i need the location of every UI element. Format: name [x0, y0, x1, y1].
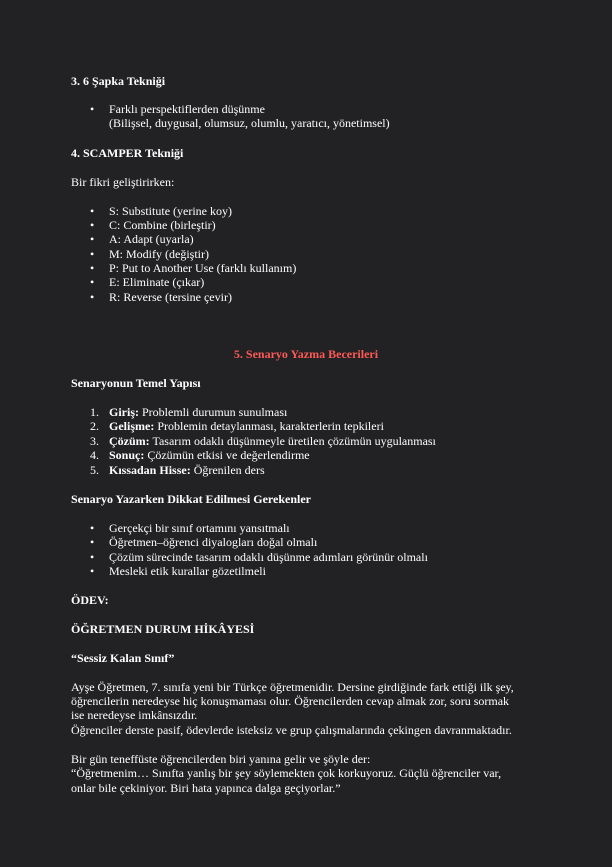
- list-item: P: Put to Another Use (farklı kullanım): [109, 261, 297, 275]
- heading-temel-yapi: Senaryonun Temel Yapısı: [71, 376, 201, 390]
- bullet-icon: •: [90, 247, 95, 261]
- bullet-icon: •: [90, 535, 95, 549]
- intro-text: Bir fikri geliştirirken:: [71, 175, 175, 189]
- bullet-icon: •: [90, 261, 95, 275]
- heading-6-sapka: 3. 6 Şapka Tekniği: [71, 74, 166, 88]
- list-number: 4.: [90, 448, 99, 462]
- list-item: Mesleki etik kurallar gözetilmeli: [109, 564, 266, 578]
- list-item: R: Reverse (tersine çevir): [109, 290, 232, 304]
- list-item: Giriş: Problemli durumun sunulması: [109, 405, 288, 419]
- list-item: Çözüm: Tasarım odaklı düşünmeyle üretilen çözümün uygulanması: [109, 434, 436, 448]
- bullet-icon: •: [90, 232, 95, 246]
- list-number: 1.: [90, 405, 99, 419]
- list-number: 2.: [90, 419, 99, 433]
- bullet-icon: •: [90, 218, 95, 232]
- list-number: 5.: [90, 463, 99, 477]
- paragraph-line: ise neredeyse imkânsızdır.: [71, 708, 198, 722]
- list-item-continuation: (Bilişsel, duygusal, olumsuz, olumlu, yaratıcı, yönetimsel): [109, 116, 390, 130]
- list-item: E: Eliminate (çıkar): [109, 275, 205, 289]
- quote-line: “Öğretmenim… Sınıfta yanlış bir şey söylemekten çok korkuyoruz. Güçlü öğrenciler var,: [71, 766, 502, 780]
- list-item: Öğretmen–öğrenci diyalogları doğal olmalı: [109, 535, 318, 549]
- heading-story: ÖĞRETMEN DURUM HİKÂYESİ: [71, 622, 255, 636]
- paragraph-line: Öğrenciler derste pasif, ödevlerde isteksiz ve grup çalışmalarında çekingen davranmaktadır.: [71, 723, 512, 737]
- bullet-icon: •: [90, 521, 95, 535]
- bullet-icon: •: [90, 564, 95, 578]
- list-item: Gerçekçi bir sınıf ortamını yansıtmalı: [109, 521, 290, 535]
- list-number: 3.: [90, 434, 99, 448]
- heading-dikkat: Senaryo Yazarken Dikkat Edilmesi Gerekenler: [71, 492, 311, 506]
- list-item: Sonuç: Çözümün etkisi ve değerlendirme: [109, 448, 310, 462]
- list-item: A: Adapt (uyarla): [109, 232, 194, 246]
- list-item: Kıssadan Hisse: Öğrenilen ders: [109, 463, 265, 477]
- list-item: Farklı perspektiflerden düşünme: [109, 102, 265, 116]
- section-title-senaryo: 5. Senaryo Yazma Becerileri: [233, 347, 379, 361]
- bullet-icon: •: [90, 204, 95, 218]
- bullet-icon: •: [90, 550, 95, 564]
- paragraph-line: Ayşe Öğretmen, 7. sınıfa yeni bir Türkçe öğretmenidir. Dersine girdiğinde fark ettiği ilk şey,: [71, 680, 514, 694]
- heading-scamper: 4. SCAMPER Tekniği: [71, 146, 184, 160]
- list-item: C: Combine (birleştir): [109, 218, 216, 232]
- story-title: “Sessiz Kalan Sınıf”: [71, 651, 175, 665]
- paragraph-line: Bir gün teneffüste öğrencilerden biri yanına gelir ve şöyle der:: [71, 752, 371, 766]
- bullet-icon: •: [90, 290, 95, 304]
- list-item: Gelişme: Problemin detaylanması, karakterlerin tepkileri: [109, 419, 384, 433]
- paragraph-line: öğrencilerin neredeyse hiç konuşmaması olur. Öğrencilerden cevap almak zor, soru sormak: [71, 694, 510, 708]
- list-item: S: Substitute (yerine koy): [109, 204, 232, 218]
- bullet-icon: •: [90, 102, 95, 116]
- heading-odev: ÖDEV:: [71, 593, 109, 607]
- bullet-icon: •: [90, 275, 95, 289]
- quote-line: onlar bile çekiniyor. Biri hata yapınca dalga geçiyorlar.”: [71, 781, 341, 795]
- list-item: M: Modify (değiştir): [109, 247, 209, 261]
- list-item: Çözüm sürecinde tasarım odaklı düşünme adımları görünür olmalı: [109, 550, 428, 564]
